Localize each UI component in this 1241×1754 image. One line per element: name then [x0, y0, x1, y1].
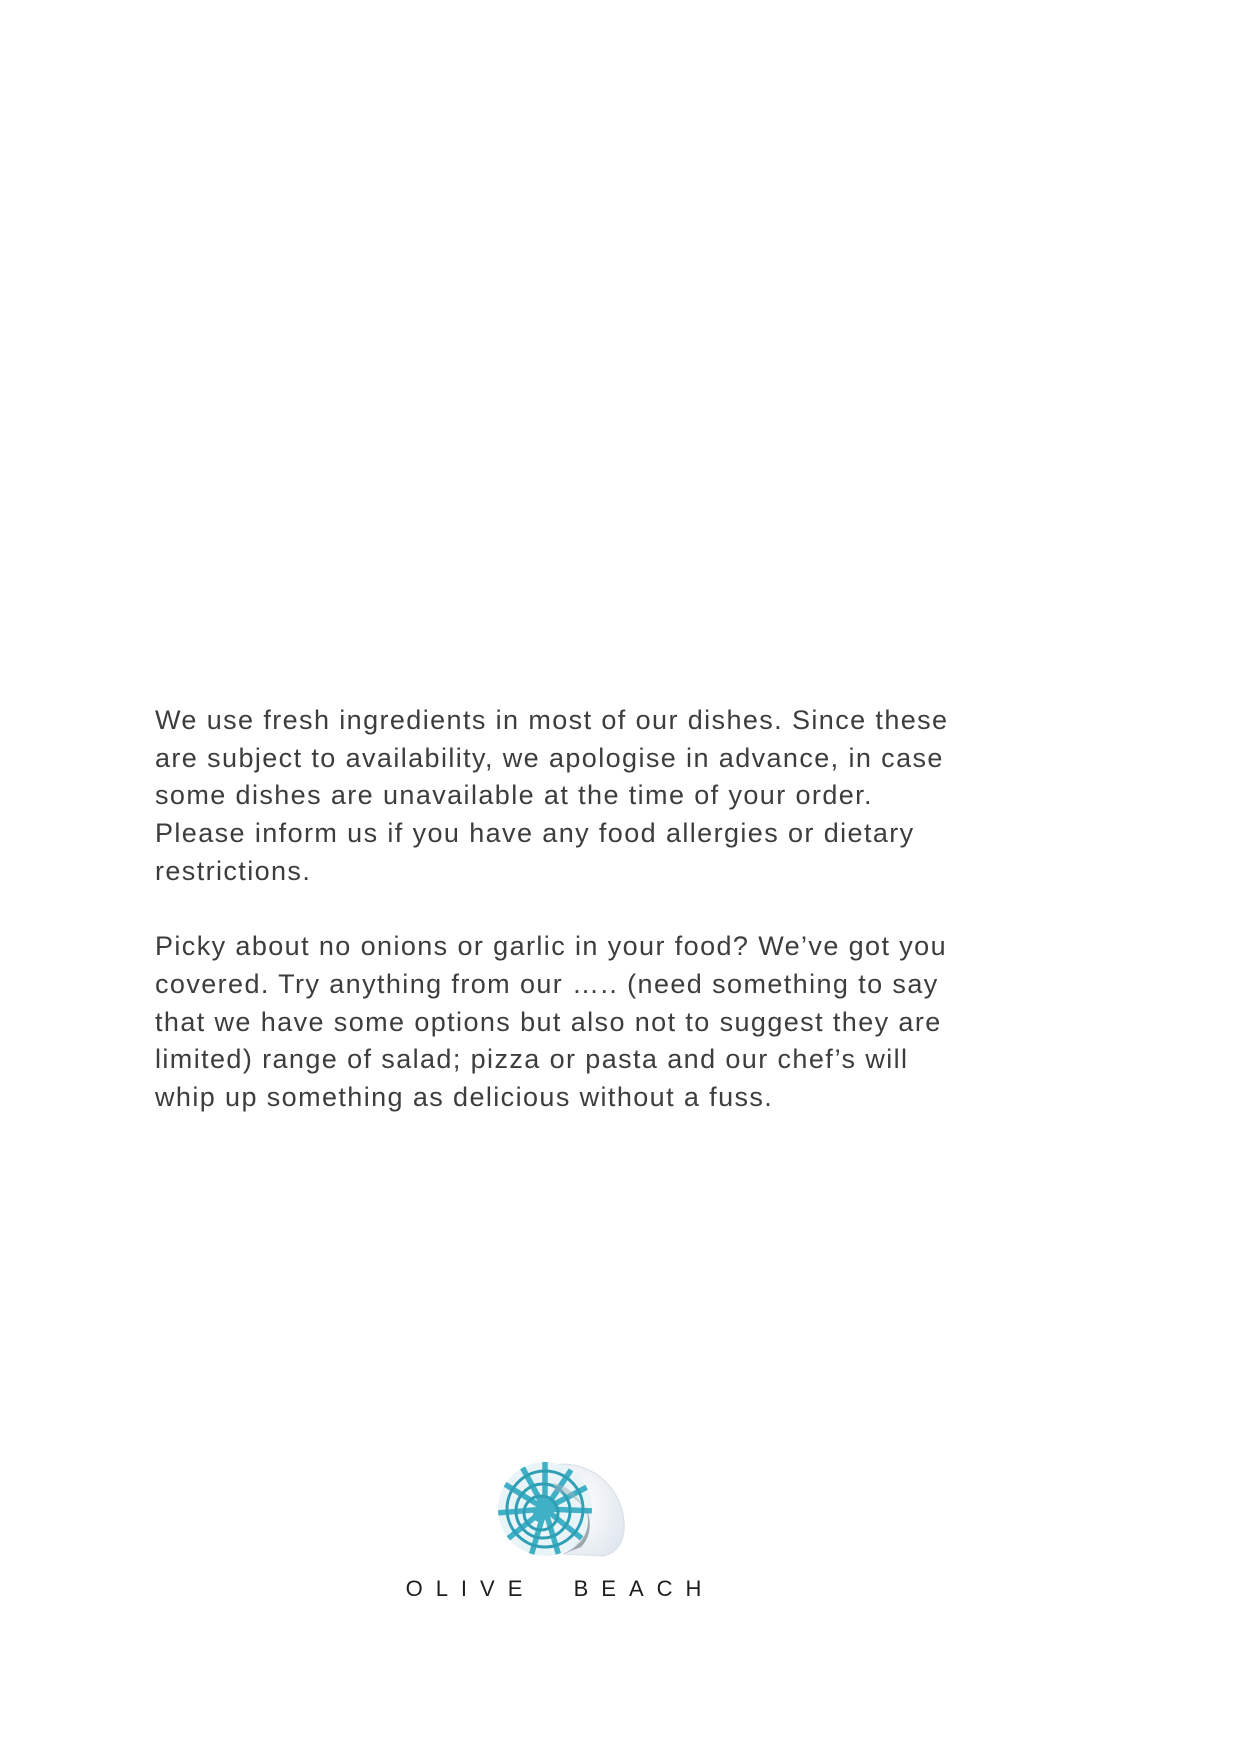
paragraph-line: restrictions.: [155, 855, 312, 886]
paragraph-line: whip up something as delicious without a fuss.: [155, 1082, 774, 1113]
paragraph-line: are subject to availability, we apologise in advance, in case: [155, 742, 944, 773]
paragraph-line: covered. Try anything from our ….. (need something to say: [155, 968, 939, 999]
nautilus-shell-icon: [493, 1455, 628, 1569]
no-onion-garlic-paragraph: [155, 928, 1005, 1117]
paragraph-line: limited) range of salad; pizza or pasta and our chef’s will: [155, 1044, 909, 1075]
availability-paragraph: [155, 702, 1005, 891]
olive-beach-logo: [380, 1455, 740, 1615]
paragraph-line: Please inform us if you have any food allergies or dietary: [155, 818, 915, 849]
brand-wordmark: OLIVE BEACH: [405, 1576, 715, 1601]
paragraph-line: some dishes are unavailable at the time of your order.: [155, 780, 873, 811]
paragraph-line: We use fresh ingredients in most of our dishes. Since these: [155, 705, 949, 735]
paragraph-line: that we have some options but also not to suggest they are: [155, 1006, 942, 1037]
dietary-notice: [155, 702, 1005, 1117]
paragraph-line: Picky about no onions or garlic in your food? We’ve got you: [155, 931, 948, 962]
